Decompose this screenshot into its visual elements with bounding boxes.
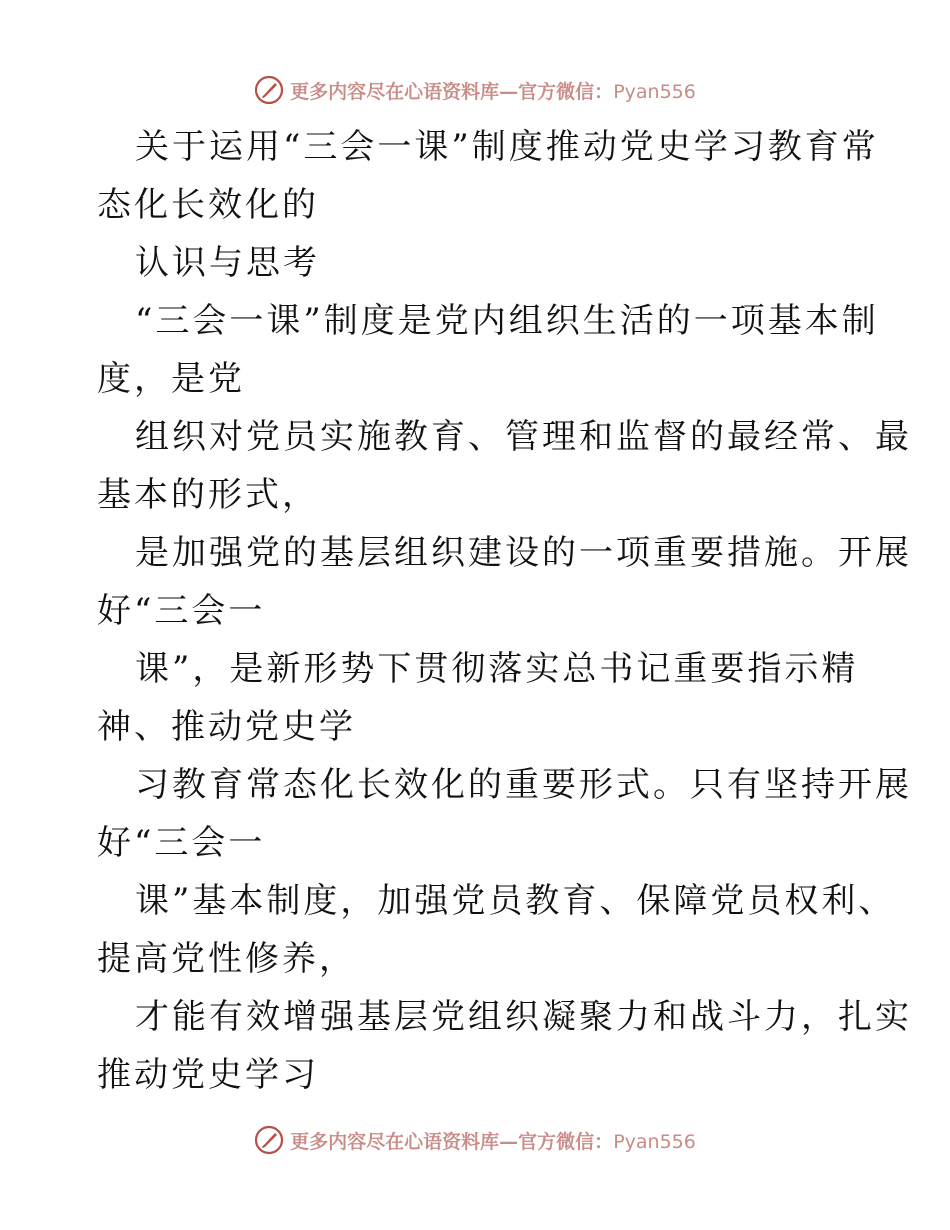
text-line: 提高党性修养， xyxy=(97,939,356,979)
text-line: 课”，是新形势下贯彻落实总书记重要指示精 xyxy=(135,649,859,689)
watermark-brand: 更多内容尽在心语资料库— xyxy=(290,80,519,103)
text-line: 推动党史学习 xyxy=(97,1055,319,1095)
quill-logo-icon xyxy=(254,1125,284,1155)
quill-logo-icon xyxy=(254,75,284,105)
watermark-wechat-id: Pyan556 xyxy=(613,1130,696,1153)
header-watermark xyxy=(0,70,950,110)
text-line: 好“三会一 xyxy=(97,591,266,631)
text-line: 课”基本制度，加强党员教育、保障党员权利、 xyxy=(135,881,896,921)
text-line: 基本的形式， xyxy=(97,475,319,515)
text-line: 才能有效增强基层党组织凝聚力和战斗力，扎实 xyxy=(135,997,912,1037)
watermark-text xyxy=(290,1127,696,1154)
text-line: “三会一课”制度是党内组织生活的一项基本制 xyxy=(135,301,879,341)
watermark-official: 官方微信： xyxy=(518,1130,614,1153)
footer-watermark xyxy=(0,1120,950,1160)
text-line: 组织对党员实施教育、管理和监督的最经常、最 xyxy=(135,417,912,457)
watermark-official: 官方微信： xyxy=(518,80,614,103)
text-line: 认识与思考 xyxy=(135,243,320,283)
text-line: 好“三会一 xyxy=(97,823,266,863)
text-line: 神、推动党史学 xyxy=(97,707,356,747)
text-line: 习教育常态化长效化的重要形式。只有坚持开展 xyxy=(135,765,912,805)
text-line: 态化长效化的 xyxy=(97,185,319,225)
document-body xyxy=(97,118,912,1104)
text-line: 度，是党 xyxy=(97,359,245,399)
text-line: 是加强党的基层组织建设的一项重要措施。开展 xyxy=(135,533,912,573)
watermark-brand: 更多内容尽在心语资料库— xyxy=(290,1130,519,1153)
watermark-wechat-id: Pyan556 xyxy=(613,80,696,103)
text-line: 关于运用“三会一课”制度推动党史学习教育常 xyxy=(135,127,879,167)
watermark-text xyxy=(290,77,696,104)
